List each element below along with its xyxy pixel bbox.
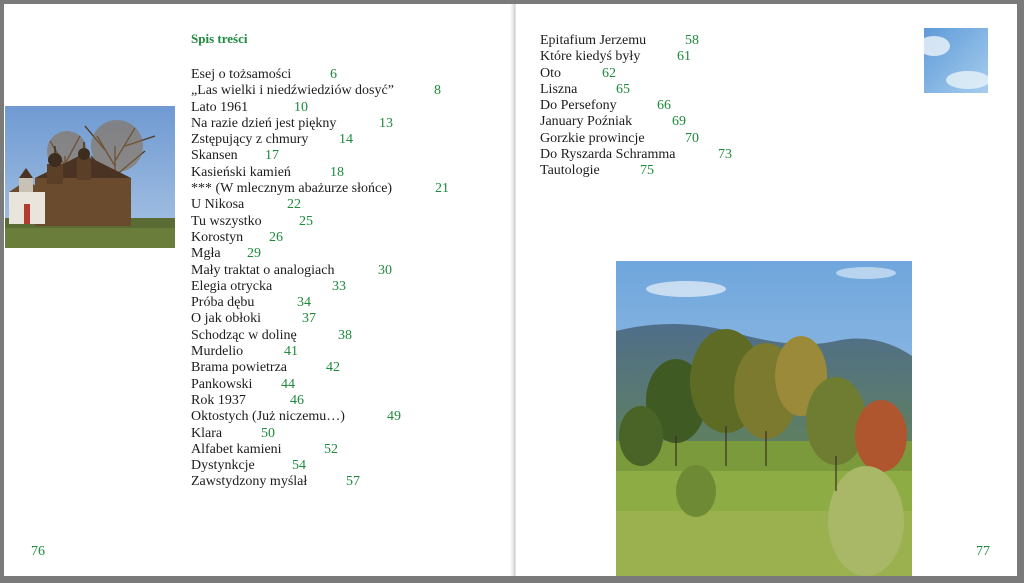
toc-entry-page: 62 <box>602 65 616 81</box>
toc-entry-page: 65 <box>616 81 630 97</box>
toc-entry-title: Schodząc w dolinę <box>191 327 297 343</box>
toc-entry <box>191 311 491 327</box>
toc-entry-title: Dystynkcje <box>191 458 255 474</box>
toc-entry-title: U Nikosa <box>191 197 245 213</box>
toc-entry <box>191 377 491 393</box>
toc-entry <box>191 360 491 376</box>
toc-entry-title: Esej o tożsamości <box>191 67 292 82</box>
toc-entry-page: 70 <box>685 130 699 146</box>
toc-entry-page: 25 <box>299 213 313 229</box>
toc-entry-title: „Las wielki i niedźwiedziów dosyć” <box>191 83 394 99</box>
toc-entry-page: 10 <box>294 99 308 115</box>
book-spread <box>4 4 1017 576</box>
toc-entry <box>191 230 491 246</box>
toc-entry <box>540 163 760 179</box>
toc-entry <box>540 114 760 130</box>
toc-entry-page: 33 <box>332 278 346 294</box>
toc-entry-page: 21 <box>435 181 449 197</box>
left-page <box>4 4 513 576</box>
toc-entry-title: Do Ryszarda Schramma <box>540 147 676 163</box>
toc-list-right <box>540 33 760 180</box>
toc-entry-page: 41 <box>284 344 298 360</box>
toc-entry-title: Skansen <box>191 148 238 164</box>
toc-entry <box>540 49 760 65</box>
toc-entry-page: 46 <box>290 392 304 408</box>
toc-entry-title: Zawstydzony myślał <box>191 474 308 490</box>
sky-photo <box>924 28 988 93</box>
toc-entry <box>191 100 491 116</box>
toc-entry <box>540 82 760 98</box>
toc-entry-page: 37 <box>302 311 316 327</box>
autumn-landscape-photo <box>616 261 912 576</box>
toc-entry <box>191 344 491 360</box>
toc-entry-title: Rok 1937 <box>191 392 246 408</box>
toc-entry-title: Epitafium Jerzemu <box>540 33 647 48</box>
toc-entry-title: Mały traktat o analogiach <box>191 262 335 278</box>
toc-entry-page: 13 <box>379 115 393 131</box>
toc-entry-title: Kasieński kamień <box>191 164 291 180</box>
toc-entry-page: 14 <box>339 132 353 148</box>
toc-entry <box>540 66 760 82</box>
toc-entry-page: 8 <box>434 83 441 99</box>
toc-entry-title: Brama powietrza <box>191 360 288 376</box>
toc-entry <box>191 83 491 99</box>
toc-entry <box>191 181 491 197</box>
toc-entry <box>191 426 491 442</box>
toc-entry-title: Na razie dzień jest piękny <box>191 115 337 131</box>
toc-entry <box>191 328 491 344</box>
left-page-number: 76 <box>31 544 45 559</box>
toc-entry-page: 38 <box>338 327 352 343</box>
toc-entry <box>191 442 491 458</box>
toc-entry <box>191 279 491 295</box>
toc-entry <box>191 197 491 213</box>
toc-entry <box>191 263 491 279</box>
toc-entry <box>540 131 760 147</box>
toc-entry-page: 66 <box>657 98 671 114</box>
toc-entry-title: Gorzkie prowincje <box>540 130 645 146</box>
toc-entry-page: 75 <box>640 163 654 179</box>
toc-entry-page: 26 <box>269 229 283 245</box>
toc-entry <box>191 67 491 83</box>
toc-entry <box>191 132 491 148</box>
toc-entry-page: 22 <box>287 197 301 213</box>
toc-entry-title: Klara <box>191 425 223 441</box>
toc-entry-page: 49 <box>387 409 401 425</box>
toc-entry-title: Lato 1961 <box>191 99 249 115</box>
toc-entry-title: Alfabet kamieni <box>191 441 282 457</box>
toc-entry <box>191 393 491 409</box>
toc-entry-page: 50 <box>261 425 275 441</box>
toc-entry-title: Próba dębu <box>191 295 255 311</box>
toc-entry-page: 6 <box>330 67 337 82</box>
toc-entry-page: 61 <box>677 49 691 65</box>
right-page-number: 77 <box>976 544 990 559</box>
toc-entry-page: 58 <box>685 33 699 48</box>
toc-entry-title: Do Persefony <box>540 98 617 114</box>
toc-entry-page: 69 <box>672 114 686 130</box>
toc-entry-title: Liszna <box>540 81 578 97</box>
toc-entry-page: 30 <box>378 262 392 278</box>
toc-entry-page: 73 <box>718 147 732 163</box>
toc-entry <box>191 474 491 490</box>
toc-entry <box>540 98 760 114</box>
toc-entry-title: O jak obłoki <box>191 311 261 327</box>
toc-entry-title: Oto <box>540 65 561 81</box>
toc-entry <box>540 33 760 49</box>
toc-entry-title: Korostyn <box>191 229 244 245</box>
toc-entry-page: 52 <box>324 441 338 457</box>
toc-entry-page: 54 <box>292 458 306 474</box>
toc-entry-page: 18 <box>330 164 344 180</box>
toc-entry-page: 44 <box>281 376 295 392</box>
toc-title: Spis treści <box>191 31 248 46</box>
toc-entry-title: Murdelio <box>191 344 244 360</box>
toc-entry-page: 57 <box>346 474 360 490</box>
toc-entry-title: Które kiedyś były <box>540 49 641 65</box>
toc-entry <box>191 214 491 230</box>
wooden-church-photo <box>5 106 175 248</box>
toc-entry-page: 17 <box>265 148 279 164</box>
toc-entry <box>191 148 491 164</box>
toc-entry-title: Mgła <box>191 246 221 262</box>
toc-entry <box>540 147 760 163</box>
toc-entry-title: Elegia otrycka <box>191 278 273 294</box>
toc-entry <box>191 116 491 132</box>
toc-entry <box>191 246 491 262</box>
toc-entry-title: Tautologie <box>540 163 600 179</box>
toc-entry-title: Zstępujący z chmury <box>191 132 309 148</box>
toc-entry-title: January Poźniak <box>540 114 633 130</box>
toc-entry-page: 42 <box>326 360 340 376</box>
toc-entry-page: 34 <box>297 295 311 311</box>
toc-entry <box>191 409 491 425</box>
toc-entry <box>191 165 491 181</box>
toc-entry-title: *** (W mlecznym abażurze słońce) <box>191 181 393 197</box>
toc-entry <box>191 458 491 474</box>
toc-list-left <box>191 67 491 491</box>
toc-entry-title: Pankowski <box>191 376 253 392</box>
toc-entry-title: Oktostych (Już niczemu…) <box>191 409 345 425</box>
toc-entry-title: Tu wszystko <box>191 213 262 229</box>
toc-entry-page: 29 <box>247 246 261 262</box>
toc-entry <box>191 295 491 311</box>
